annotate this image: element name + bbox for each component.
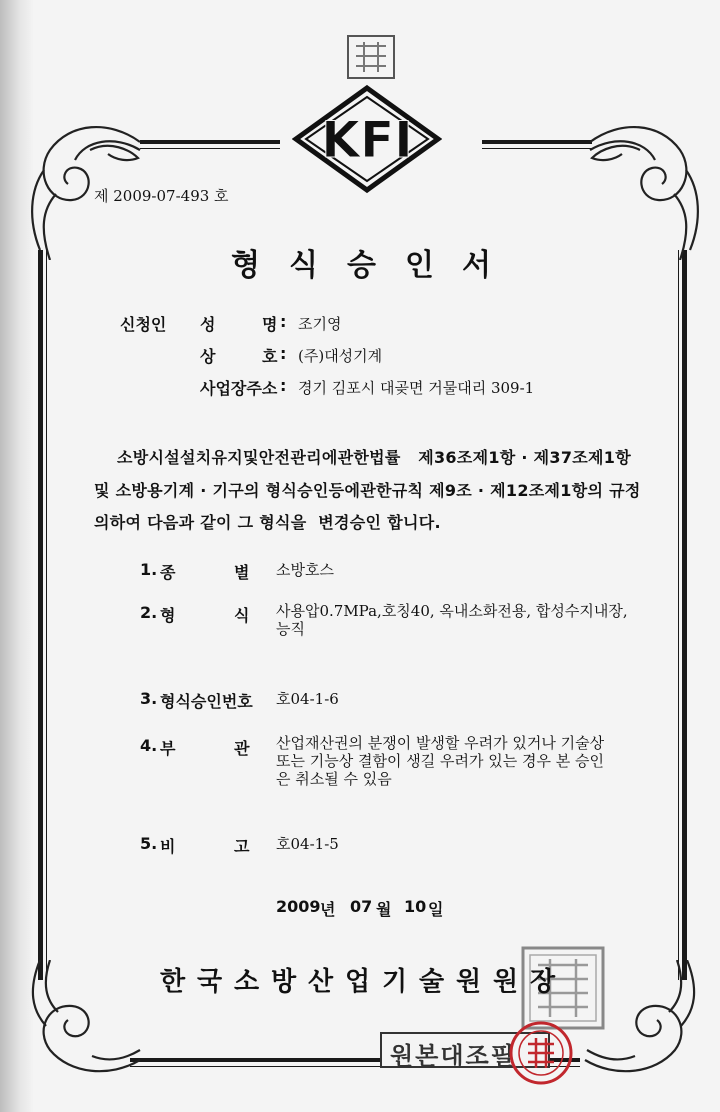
border-top-right-2 (482, 148, 592, 149)
company-label-1: 상 (200, 347, 216, 366)
name-label-2: 명 (262, 315, 278, 334)
issuer-char: 기 (382, 967, 408, 997)
company-label-2: 호 (262, 347, 278, 366)
date-day: 10 (404, 897, 427, 916)
issuer-char: 소 (234, 967, 260, 997)
item-label: 고 (234, 837, 250, 856)
issuer-char: 술 (419, 967, 445, 997)
item-value: 사용압0.7MPa,호칭40, 옥내소화전용, 합성수지내장, (276, 602, 628, 620)
item-label: 식 (234, 606, 250, 625)
company-colon: : (280, 344, 287, 363)
date-month: 07 (350, 897, 373, 916)
name-label-1: 성 (200, 315, 216, 334)
border-top-left-2 (140, 148, 280, 149)
item-number: 2. (140, 603, 158, 622)
item-value: 호04-1-6 (276, 690, 339, 708)
border-right-inner (678, 250, 679, 980)
item-value: 호04-1-5 (276, 835, 339, 853)
title-char: 서 (462, 248, 491, 283)
company-value: (주)대성기계 (298, 347, 383, 365)
date-day-unit: 일 (428, 900, 444, 919)
body-text-line: 소방시설설치유지및안전관리에관한법률 제36조제1항 · 제37조제1항 (117, 448, 631, 467)
item-label: 비 (160, 837, 176, 856)
title-char: 식 (289, 248, 318, 283)
issuer-char: 한 (160, 967, 186, 997)
border-left (38, 250, 43, 980)
corner-ornament-top-right (580, 110, 710, 260)
item-label: 형식승인번호 (160, 692, 253, 711)
title-char: 승 (347, 248, 376, 283)
title-char: 인 (405, 248, 434, 283)
item-value: 능직 (276, 620, 305, 638)
address-colon: : (280, 376, 287, 395)
top-seal (346, 34, 396, 80)
corner-ornament-bottom-left (20, 960, 160, 1080)
issuer-char: 원 (493, 967, 519, 997)
item-label: 관 (234, 739, 250, 758)
border-top-left (140, 140, 280, 144)
issuer-char: 업 (345, 967, 371, 997)
border-top-right (482, 140, 592, 144)
issuer-char: 국 (197, 967, 223, 997)
name-value: 조기영 (298, 315, 342, 333)
issuer-char: 원 (456, 967, 482, 997)
title-char: 형 (231, 248, 260, 283)
item-number: 3. (140, 689, 158, 708)
item-value: 은 취소될 수 있음 (276, 770, 392, 788)
item-value: 또는 기능상 결함이 생길 우려가 있는 경우 본 승인 (276, 752, 604, 770)
item-label: 형 (160, 606, 176, 625)
date-month-unit: 월 (376, 900, 392, 919)
name-colon: : (280, 312, 287, 331)
item-number: 1. (140, 560, 158, 579)
item-value: 소방호스 (276, 561, 334, 579)
certified-copy-text: 원본대조필 (390, 1042, 516, 1070)
address-value: 경기 김포시 대곶면 거물대리 309-1 (298, 379, 535, 397)
issuer-char: 방 (271, 967, 297, 997)
item-value: 산업재산권의 분쟁이 발생할 우려가 있거나 기술상 (276, 734, 605, 752)
issuer-char: 산 (308, 967, 334, 997)
address-label: 사업장주소 (200, 379, 278, 398)
red-seal (508, 1020, 574, 1086)
border-right (682, 250, 687, 980)
item-label: 별 (234, 563, 250, 582)
kfi-logo-text: KFI (321, 111, 413, 169)
body-text-line: 및 소방용기계 · 기구의 형식승인등에관한규칙 제9조 · 제12조제1항의 규정 (94, 481, 641, 500)
kfi-logo (292, 84, 442, 194)
issuer-char: 장 (530, 967, 556, 997)
border-left-inner (46, 250, 47, 980)
body-text-line: 의하여 다음과 같이 그 형식을 변경승인 합니다. (94, 513, 441, 532)
item-number: 4. (140, 736, 158, 755)
applicant-label: 신청인 (120, 315, 167, 334)
item-label: 종 (160, 563, 176, 582)
item-label: 부 (160, 739, 176, 758)
date-year: 2009 (276, 897, 321, 916)
date-year-unit: 년 (320, 900, 336, 919)
document-number: 제 2009-07-493 호 (94, 187, 229, 205)
item-number: 5. (140, 834, 158, 853)
